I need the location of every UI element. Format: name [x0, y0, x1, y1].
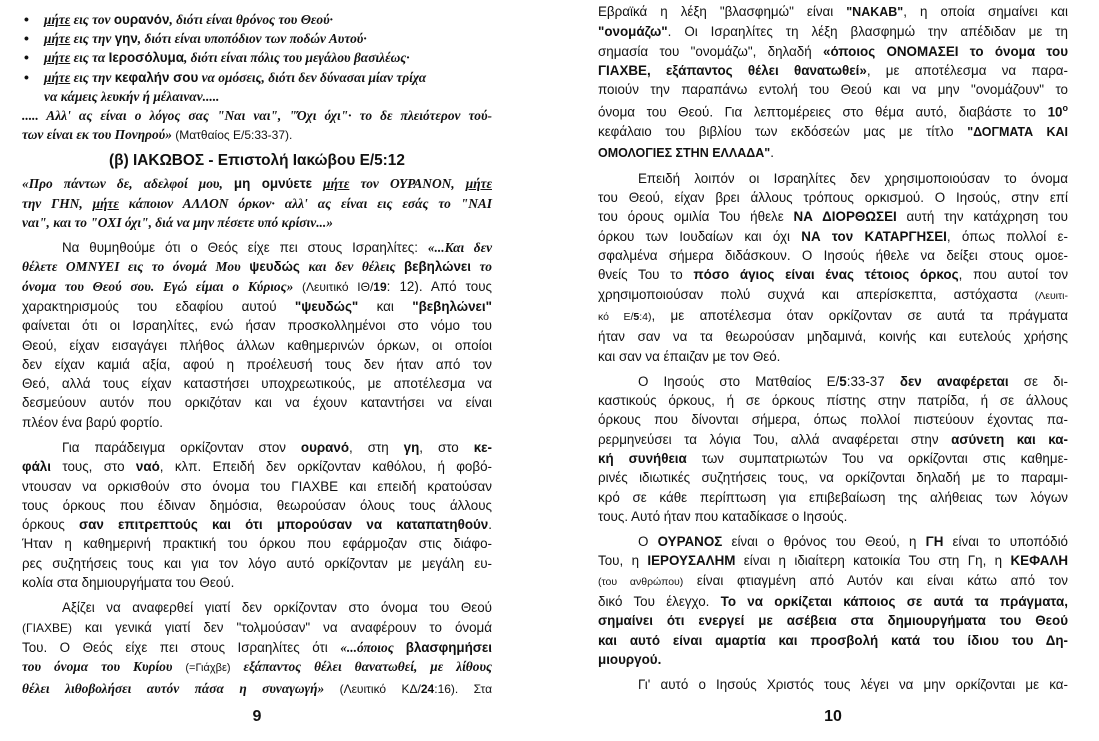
paragraph: [598, 372, 1068, 526]
text-line: Γι' αυτό ο Ιησούς Χριστός τους λέγει να μην ορκίζονται με κα-: [638, 677, 1068, 693]
text-line: ποιούν την παραπάνω εντολή του Θεού και να μην "ονομάζουν" το: [598, 82, 1068, 98]
paragraph: [598, 675, 1068, 694]
text-line: Ήταν η καθημερινή πρακτική του όρκου που εφάρμοζαν στις διάφο-: [22, 536, 492, 552]
text-line: "ονομάζω". Οι Ισραηλίτες τη λέξη βλασφημώ την απέδιδαν με τη: [598, 24, 1068, 40]
text-line: Ο Ιησούς στο Ματθαίος Ε/5:33-37 δεν αναφέρεται σε δι-: [638, 373, 1068, 389]
quote-ending: [22, 106, 492, 145]
bullet-list: [22, 10, 492, 106]
text-line: κό Ε/5:4), με αποτέλεσμα όταν ορκίζονταν σε αυτά τα πράγματα: [598, 307, 1068, 323]
text-line: φαίνεται ότι οι Ισραηλίτες, ενώ ήσαν προσκολλημένοι στο νόμο του: [22, 318, 492, 334]
page-number: 10: [824, 708, 842, 725]
text-line: την ΓΗΝ, μήτε κάποιον ΑΛΛΟΝ όρκον· αλλ' ας είναι εις εσάς το "ΝΑΙ: [22, 195, 493, 211]
text-line: πλέον ένα βαρύ φορτίο.: [22, 414, 163, 430]
text-line: τους όρκους που έδιναν δημόσια, θεωρούσαν όλους τους άλλους: [22, 497, 492, 513]
text-line: Αξίζει να αναφερθεί γιατί δεν ορκίζονταν στο όνομα του Θεού: [62, 600, 492, 616]
list-item: • μήτε εις τον ουρανόν, διότι είναι θρόνος του Θεού·: [22, 10, 492, 29]
iakovos-quote: [22, 174, 492, 232]
text-line: και σαν να έπαιζαν με τον Θεό.: [598, 348, 781, 364]
list-item: • μήτε εις τα Ιεροσόλυμα, διότι είναι πόλις του μεγάλου βασιλέως·: [22, 48, 492, 67]
text-line: του όνομα του Κυρίου (=Γιάχβε) εξάπαντος θέλει θανατωθεί, με λίθους: [22, 659, 492, 675]
text-line: Επειδή λοιπόν οι Ισραηλίτες δεν χρησιμοποιούσαν το όνομα: [638, 170, 1068, 186]
paragraph: [598, 2, 1068, 163]
paragraph: [598, 169, 1068, 366]
text-line: των είναι εκ του Πονηρού» (Ματθαίος Ε/5:33-37).: [22, 127, 293, 143]
text-line: όρκους σαν επιτρεπτούς και ότι μπορούσαν να καταπατηθούν.: [22, 517, 492, 533]
text-line: σφαλμένα σήμερα διδάσκουν. Ο Ιησούς ήθελε να δείξει στους ομοε-: [598, 248, 1068, 264]
right-page: [598, 0, 1068, 741]
text-line: ..... Αλλ' ας είναι ο λόγος σας "Ναι ναι", "Όχι όχι"· το δε πλειότερον τού-: [22, 108, 492, 124]
paragraph: [22, 438, 492, 592]
text-line: φάλι τους, στο ναό, κλπ. Επειδή δεν ορκίζονταν καθόλου, ή φοβό-: [22, 459, 492, 475]
paragraph: [598, 532, 1068, 669]
text-line: καστικούς όρκους, ή σε όρκους πίστης στην πατρίδα, ή σε άλλους: [598, 393, 1068, 409]
text-line: σημασία του "ονομάζω", δηλαδή «όποιος ΟΝΟΜΑΣΕΙ το όνομα του: [598, 43, 1068, 59]
text-line: χρησιμοποιούσαν πολύ συχνά και απερίσκεπτα, αστόχαστα (Λευιτι-: [598, 286, 1068, 302]
text-line: και αυτό είναι αμαρτία και προσβολή κατά του ίδιου του Δη-: [598, 632, 1068, 648]
text-line: Θεό, αλλά τους είχαν καταστήσει υποχρεωτικούς, με αποτέλεσμα να: [22, 376, 492, 392]
list-item: • μήτε εις την γην, διότι είναι υποπόδιον των ποδών Αυτού·: [22, 29, 492, 48]
text-line: σημαίνει ότι ενεργεί με ασέβεια στα δημιουργήματα του Θεού: [598, 613, 1068, 629]
text-line: κρό σε κάθε περίπτωση για επιβεβαίωση της αλήθειας των λόγων: [598, 489, 1068, 505]
text-line: του Θεού, είχαν βρει άλλους τρόπους ορκισμού. Ο Ιησούς, στην επί: [598, 190, 1068, 206]
text-line: (ΓΙΑΧΒΕ) και γενικά γιατί δεν "τολμούσαν" να αναφέρουν το όνομά: [22, 619, 492, 635]
text-line: ήταν σαν να τα θεωρούσαν μηδαμινά, κοινής και ευτελούς χρήσης: [598, 329, 1068, 345]
text-line: ρινές ιδιωτικές συζητήσεις τους, να ορκίζονται δηλαδή με το παραμι-: [598, 470, 1068, 486]
left-page: [22, 0, 492, 741]
text-line: κολία στα δημιουργήματα του Θεού.: [22, 575, 235, 591]
text-line: Του, η ΙΕΡΟΥΣΑΛΗΜ είναι η ιδιαίτερη κατοικία Του στη Γη, η ΚΕΦΑΛΗ: [598, 553, 1068, 569]
list-item: • μήτε εις την κεφαλήν σου να ομόσεις, διότι δεν δύνασαι μίαν τρίχα να κάμεις λευκήν ή μέλαιναν.....: [22, 68, 492, 106]
text-line: χαρακτηρισμούς του εδαφίου αυτού "ψευδώς" και "βεβηλώνει": [22, 298, 492, 314]
text-line: θνείς Του το πόσο άγιος είναι ένας τέτοιος όρκος, που αυτοί τον: [598, 267, 1069, 283]
text-line: θέλετε ΟΜΝΥΕΙ εις το όνομά Μου ψευδώς και δεν θέλεις βεβηλώνει το: [22, 259, 492, 275]
text-line: «Προ πάντων δε, αδελφοί μου, μη ομνύετε μήτε τον ΟΥΡΑΝΟΝ, μήτε: [22, 176, 492, 192]
text-line: Για παράδειγμα ορκίζονταν στον ουρανό, στη γη, στο κε-: [62, 440, 492, 455]
text-line: δεν είχαν καμιά αξία, αφού η προέλευσή τους δεν ήταν από τον: [22, 356, 492, 372]
text-line: ρες συζητήσεις τους και για τον λόγο αυτό ορκίζονταν με μεγάλη ευ-: [22, 555, 492, 571]
text-line: του όρους ομιλία Του ήθελε ΝΑ ΔΙΟΡΘΩΣΕΙ αυτή την κατάχρηση του: [598, 209, 1068, 225]
text-line: θέλει λιθοβολήσει αυτόν πάσα η συναγωγή» (Λευιτικό ΚΔ/24:16). Στα: [22, 680, 493, 696]
text-line: δεσμεύουν αυτόν που ορκιζόταν και να έχουν καταντήσει να είναι: [22, 395, 492, 411]
text-line: δικό Του έλεγχο. Το να ορκίζεται κάποιος σε αυτά τα πράγματα,: [598, 594, 1068, 610]
text-line: Του. Ο Θεός είχε πει στους Ισραηλίτες ότι «...όποιος βλασφημήσει: [22, 639, 492, 655]
text-line: ΓΙΑΧΒΕ, εξάπαντος θέλει θανατωθεί», με αποτέλεσμα να παρα-: [598, 62, 1069, 78]
text-line: ΟΜΟΛΟΓΙΕΣ ΣΤΗΝ ΕΛΛΑΔΑ".: [598, 144, 774, 160]
text-line: όρκου των Ιουδαίων και όχι ΝΑ τον ΚΑΤΑΡΓΗΣΕΙ, όπως πολλοί ε-: [598, 228, 1068, 244]
text-line: Θεού, είχαν εισαγάγει πλήθος άλλων καθημερινών όρκων, οι οποίοι: [22, 337, 492, 353]
text-line: όνομα του Θεού σου. Εγώ είμαι ο Κύριος» (Λευιτικό ΙΘ/19: 12). Από τους: [22, 278, 492, 294]
text-line: τους. Αυτό ήταν που καταδίκασε ο Ιησούς.: [598, 508, 848, 524]
text-line: Εβραϊκά η λέξη "βλασφημώ" είναι "NAKAB", η οποία σημαίνει και: [598, 4, 1068, 19]
text-line: όνομα του Θεού. Για λεπτομέρειες στο θέμα αυτό, διαβάστε το $10^o$: [598, 103, 1068, 120]
text-line: ντουσαν να ορκισθούν στο όνομα του ΓΙΑΧΒΕ και επειδή κρατούσαν: [22, 478, 492, 494]
text-line: όρκους που δίνονται σήμερα, όπως πολλοί πιστεύουν έχοντας πα-: [598, 412, 1068, 428]
paragraph: [22, 238, 492, 432]
text-line: Ο ΟΥΡΑΝΟΣ είναι ο θρόνος του Θεού, η ΓΗ είναι το υποπόδιό: [638, 534, 1068, 550]
text-line: κή συνήθεια των συμπατριωτών Του να ορκίζονται στις καθημε-: [598, 451, 1068, 466]
text-line: μιουργού.: [598, 651, 662, 667]
text-line: κεφάλαιο του βιβλίου των εκδόσεών μας με τίτλο "ΔΟΓΜΑΤΑ ΚΑΙ: [598, 124, 1068, 140]
page-number: 9: [252, 708, 262, 725]
text-line: ρερμηνεύσει τα λόγια Του, αλλά αναφέρεται στην ασύνετη και κα-: [598, 431, 1069, 447]
text-line: (του ανθρώπου) είναι φτιαγμένη από Αυτόν και είναι κάτω από τον: [598, 572, 1068, 588]
paragraph: [22, 598, 492, 698]
text-line: ναι", και το "ΟΧΙ όχι", διά να μην πέσετε υπό κρίσιν...»: [22, 214, 333, 230]
section-heading: (β) ΙΑΚΩΒΟΣ - Επιστολή Ιακώβου Ε/5:12: [109, 152, 405, 170]
text-line: Να θυμηθούμε ότι ο Θεός είχε πει στους Ισραηλίτες: «...Και δεν: [62, 240, 493, 256]
